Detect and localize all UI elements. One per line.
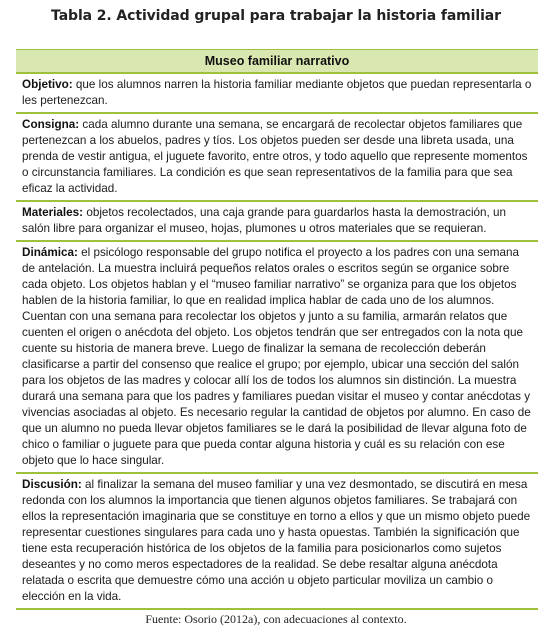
row-label: Consigna: — [22, 118, 83, 131]
row-discusion — [16, 474, 538, 610]
row-text: cada alumno durante una semana, se encargará de recolectar objetos familiares que pertenezcan a los abuelos, padres y tíos. Los objetos pueden ser desde una libreta usada, una prenda de vestir antigua, el juguete favorito, entre otros, y todo aquello que represente momentos o circunstancia familiares. La condición es que sean representativos de la familia para que sea eficaz la actividad. — [22, 118, 528, 195]
row-label: Dinámica: — [22, 246, 82, 259]
row-label: Objetivo: — [22, 78, 76, 91]
source-caption: Fuente: Osorio (2012a), con adecuaciones al contexto. — [145, 612, 407, 626]
row-text: el psicólogo responsable del grupo notifica el proyecto a los padres con una semana de antelación. La muestra incluirá pequeños relatos orales o escritos según se organice sobre cada objeto. Los objetos hablan y el “museo familiar narrativo” se organiza para que los objetos hablen de la historia familiar, lo que en realidad implica hablar de cada uno de los alumnos. Cuentan con una semana para recolectar los objetos y junto a su familia, armarán relatos que cuenten el origen o anécdota del objeto. Los objetos tendrán que ser entregados con la nota que cuente su historia de manera breve. Luego de finalizar la semana de recolección deberán clasificarse a partir del consenso que realice el grupo; por ejemplo, ubicar una sección del salón para los objetos de las madres y colocar allí los de todos los alumnos sin distinción. La muestra durará una semana para que los padres y familiares puedan visitar el museo y contar anécdotas y vivencias asociadas al objeto. Es necesario regular la cantidad de objetos por alumno. En caso de que un alumno no pueda llevar objetos familiares se le dará la posibilidad de llevar alguna foto de chico o familiar o juguete para que pueda contar alguna historia y cuál es su relación con ese objeto que lo hace singular. — [22, 246, 531, 467]
row-objetivo — [16, 74, 538, 114]
row-materiales — [16, 202, 538, 242]
table-header: Museo familiar narrativo — [16, 50, 538, 74]
row-label: Discusión: — [22, 478, 85, 491]
row-text: que los alumnos narren la historia familiar mediante objetos que puedan representarla o les pertenezcan. — [22, 78, 532, 107]
row-label: Materiales: — [22, 206, 87, 219]
row-consigna — [16, 114, 538, 202]
row-text: al finalizar la semana del museo familiar y una vez desmontado, se discutirá en mesa redonda con los alumnos la importancia que tienen algunos objetos familiares. Se trabajará con ellos la representación imaginaria que se constituye en torno a ellos y que un mismo objeto puede representar cuestiones singulares para cada uno y hasta opuestas. También la significación que tiene esta recuperación histórica de los objetos de la familia para posicionarlos como sujetos deseantes y no como meros espectadores de la realidad. Se debe resaltar alguna anécdota relatada o escrita que demuestre cómo una acción u objeto particular moviliza un cambio o elección en la vida. — [22, 478, 531, 603]
activity-table — [16, 49, 538, 610]
row-text: objetos recolectados, una caja grande para guardarlos hasta la demostración, un salón libre para organizar el museo, hojas, plumones u otros materiales que se requieran. — [22, 206, 507, 235]
row-dinamica — [16, 242, 538, 474]
table-title: Tabla 2. Actividad grupal para trabajar la historia familiar — [51, 8, 501, 24]
